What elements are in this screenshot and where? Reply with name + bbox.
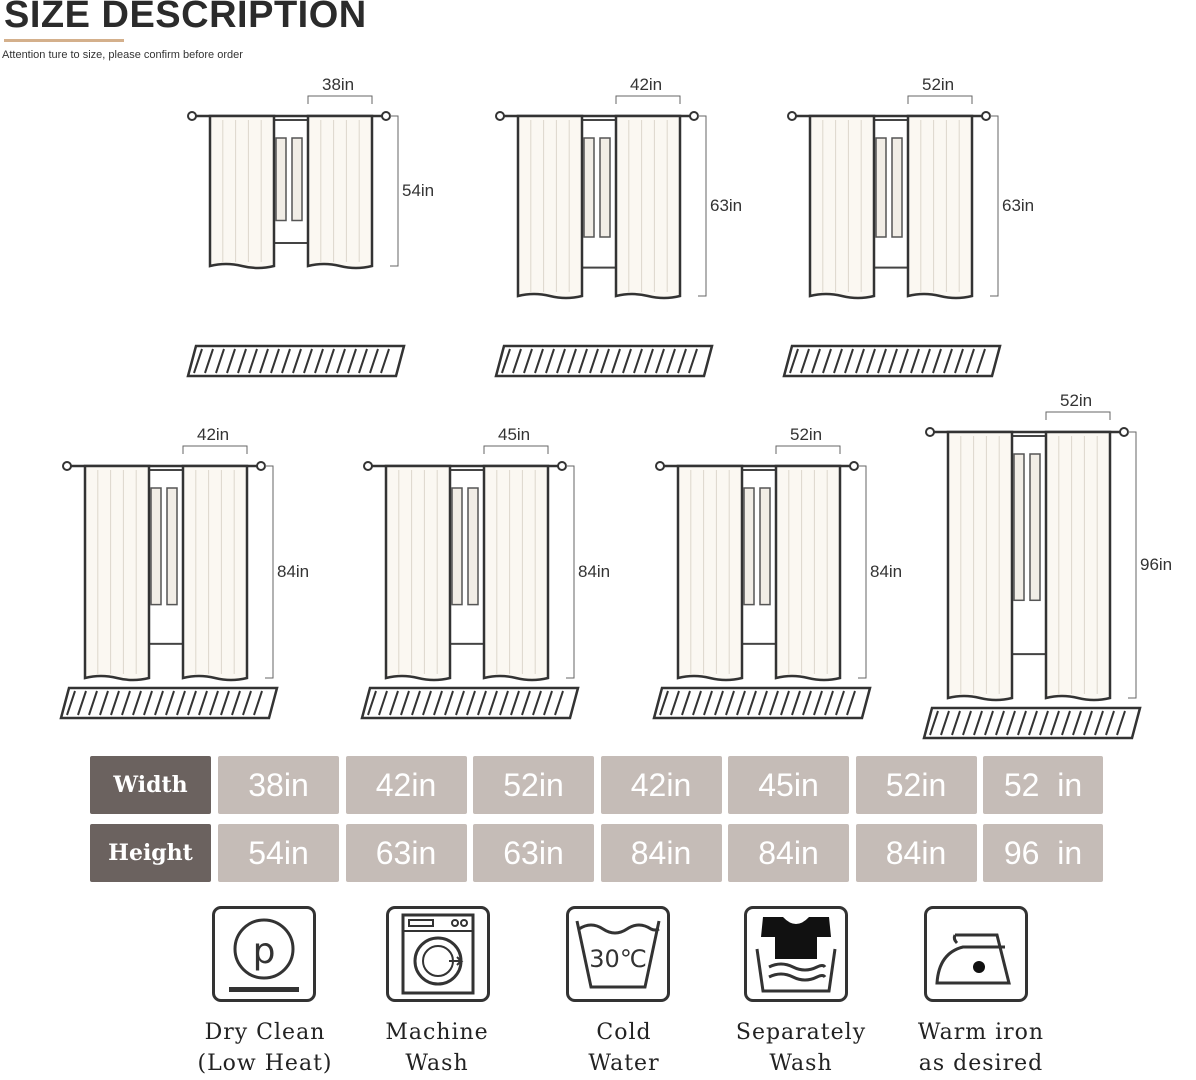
width-cell: 52 in <box>983 756 1103 814</box>
width-cell: 52in <box>473 756 594 814</box>
iron-icon <box>924 906 1028 1002</box>
wash-temperature: 30℃ <box>589 945 647 973</box>
wash-tub-icon <box>566 906 670 1002</box>
floor-hatch <box>654 688 870 718</box>
curtain-illustration <box>780 78 1010 308</box>
height-cell: 63in <box>346 824 467 882</box>
dry-clean-icon <box>212 906 316 1002</box>
width-cell: 52in <box>856 756 977 814</box>
floor-hatch <box>784 346 1000 376</box>
curtain-diagram <box>648 425 903 728</box>
curtain-diagram <box>180 75 435 278</box>
floor-hatch <box>362 688 578 718</box>
height-dimension-label: 63in <box>1002 196 1035 215</box>
curtain-illustration <box>356 428 586 728</box>
separate-wash-icon <box>744 906 848 1002</box>
svg-text:p: p <box>252 931 276 972</box>
height-dimension-label: 84in <box>277 562 310 581</box>
width-cell: 45in <box>728 756 849 814</box>
curtain-diagram <box>55 425 310 728</box>
floor-hatch <box>494 344 716 380</box>
width-dimension-label: 52in <box>922 75 955 94</box>
height-dimension-label: 84in <box>870 562 903 581</box>
width-cell: 42in <box>346 756 467 814</box>
floor-hatch <box>782 344 1004 380</box>
curtain-diagram <box>918 391 1173 748</box>
height-cell: 54in <box>218 824 339 882</box>
care-label-dry-clean: Dry Clean (Low Heat) <box>197 1020 333 1076</box>
care-label-cold-water: Cold Water <box>588 1020 660 1076</box>
care-label-warm-iron: Warm iron as desired <box>917 1020 1045 1076</box>
width-cell: 42in <box>601 756 722 814</box>
floor-hatch <box>61 688 277 718</box>
floor-hatch <box>188 346 404 376</box>
height-dimension-label: 54in <box>402 181 435 200</box>
curtain-diagram <box>780 75 1035 308</box>
height-cell: 96 in <box>983 824 1103 882</box>
curtain-diagram <box>356 425 611 728</box>
curtain-illustration <box>180 78 410 278</box>
floor-hatch <box>924 708 1140 738</box>
height-cell: 63in <box>473 824 594 882</box>
washing-machine-icon <box>386 906 490 1002</box>
width-dimension-label: 42in <box>630 75 663 94</box>
width-dimension-label: 45in <box>498 425 531 444</box>
width-dimension-label: 52in <box>790 425 823 444</box>
floor-hatch <box>496 346 712 376</box>
height-row-header: Height <box>90 824 211 882</box>
width-cell: 38in <box>218 756 339 814</box>
title-underline <box>4 39 124 42</box>
curtain-illustration <box>55 428 285 728</box>
height-cell: 84in <box>728 824 849 882</box>
width-dimension-label: 52in <box>1060 391 1093 410</box>
page-title: SIZE DESCRIPTION <box>4 0 367 36</box>
curtain-illustration <box>488 78 718 308</box>
care-label-machine-wash: Machine Wash <box>385 1020 489 1076</box>
curtain-illustration <box>648 428 878 728</box>
height-cell: 84in <box>601 824 722 882</box>
width-dimension-label: 38in <box>322 75 355 94</box>
floor-hatch <box>186 344 408 380</box>
width-dimension-label: 42in <box>197 425 230 444</box>
height-dimension-label: 63in <box>710 196 743 215</box>
height-cell: 84in <box>856 824 977 882</box>
height-dimension-label: 96in <box>1140 555 1173 574</box>
care-label-separately-wash: Separately Wash <box>735 1020 867 1076</box>
page-subtitle: Attention ture to size, please confirm before order <box>2 49 243 61</box>
curtain-illustration <box>918 394 1150 748</box>
curtain-diagram <box>488 75 743 308</box>
width-row-header: Width <box>90 756 211 814</box>
height-dimension-label: 84in <box>578 562 611 581</box>
